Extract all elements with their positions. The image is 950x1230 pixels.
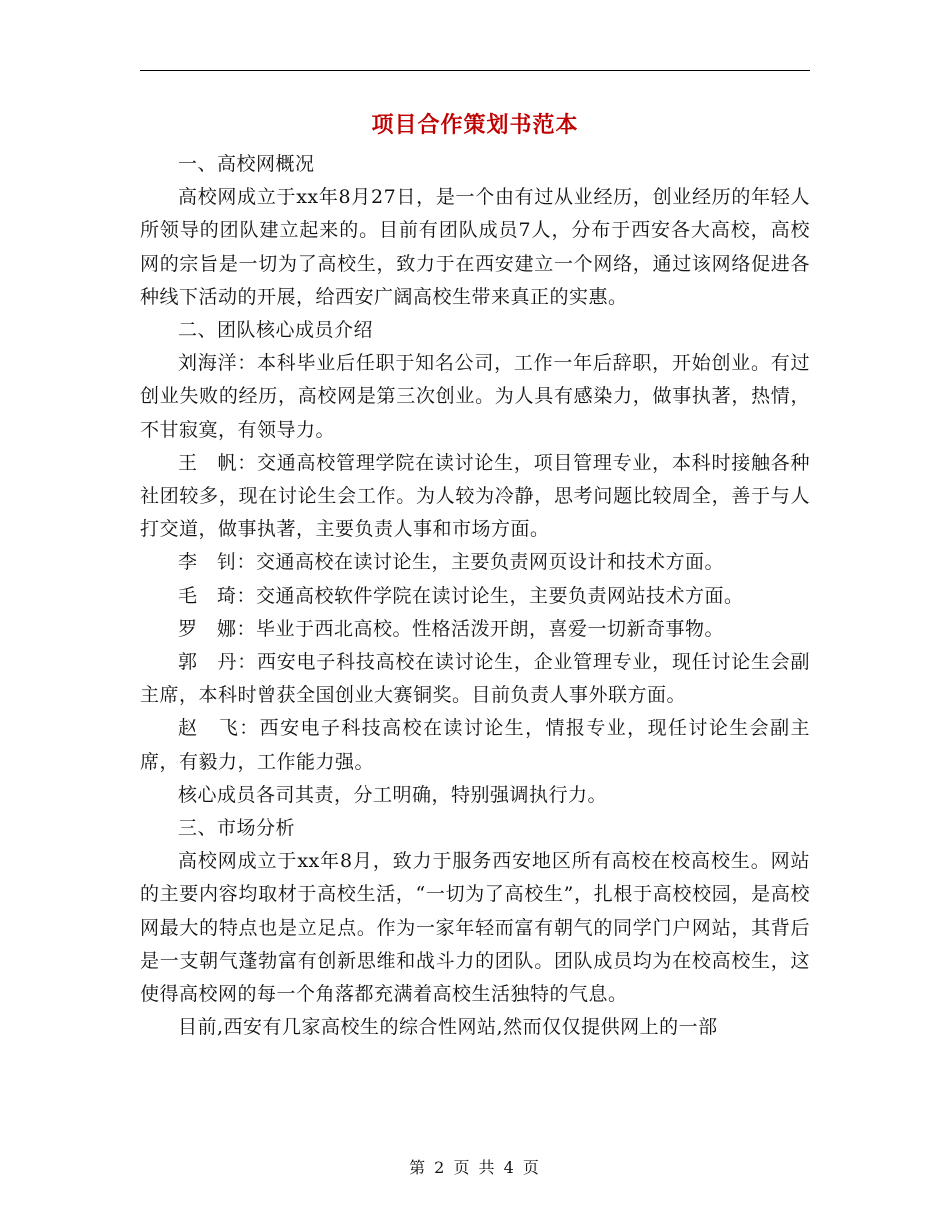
paragraph: 核心成员各司其责，分工明确，特别强调执行力。 — [178, 783, 608, 806]
document-body — [140, 148, 810, 1044]
paragraph: 毛 琦：交通高校软件学院在读讨论生，主要负责网站技术方面。 — [178, 584, 744, 607]
document-title: 项目合作策划书范本 — [371, 112, 579, 138]
paragraph: 赵 飞：西安电子科技高校在读讨论生，情报专业，现任讨论生会副主席，有毅力，工作能力强。 — [140, 717, 810, 773]
section-heading: 一、高校网概况 — [178, 153, 315, 175]
paragraph: 高校网成立于xx年8月27日，是一个由有过从业经历，创业经历的年轻人所领导的团队建立起来的。目前有团队成员7人，分布于西安各大高校，高校网的宗旨是一切为了高校生，致力于在西安建立一个网络，通过该网络促进各种线下活动的开展，给西安广阔高校生带来真正的实惠。 — [140, 186, 810, 308]
paragraph: 高校网成立于xx年8月，致力于服务西安地区所有高校在校高校生。网站的主要内容均取材于高校生活，“一切为了高校生”，扎根于高校校园，是高校网最大的特点也是立足点。作为一家年轻而富有朝气的同学门户网站，其背后是一支朝气蓬勃富有创新思维和战斗力的团队。团队成员均为在校高校生，这使得高校网的每一个角落都充满着高校生活独特的气息。 — [140, 850, 810, 1006]
section-heading: 三、市场分析 — [178, 817, 296, 840]
section-heading: 二、团队核心成员介绍 — [178, 319, 374, 342]
page-footer: 第 2 页 共 4 页 — [409, 1158, 541, 1177]
paragraph: 目前,西安有几家高校生的综合性网站,然而仅仅提供网上的一部 — [178, 1016, 718, 1039]
paragraph: 刘海洋：本科毕业后任职于知名公司，工作一年后辞职，开始创业。有过创业失败的经历，高校网是第三次创业。为人具有感染力，做事执著，热情，不甘寂寞，有领导力。 — [140, 352, 810, 441]
paragraph: 罗 娜：毕业于西北高校。性格活泼开朗，喜爱一切新奇事物。 — [178, 617, 725, 640]
paragraph: 王 帆：交通高校管理学院在读讨论生，项目管理专业，本科时接触各种社团较多，现在讨论生会工作。为人较为冷静，思考问题比较周全，善于与人打交道，做事执著，主要负责人事和市场方面。 — [140, 451, 810, 541]
paragraph: 郭 丹：西安电子科技高校在读讨论生，企业管理专业，现任讨论生会副主席，本科时曾获全国创业大赛铜奖。目前负责人事外联方面。 — [140, 651, 810, 707]
header-rule — [140, 70, 810, 71]
paragraph: 李 钊：交通高校在读讨论生，主要负责网页设计和技术方面。 — [178, 551, 725, 574]
